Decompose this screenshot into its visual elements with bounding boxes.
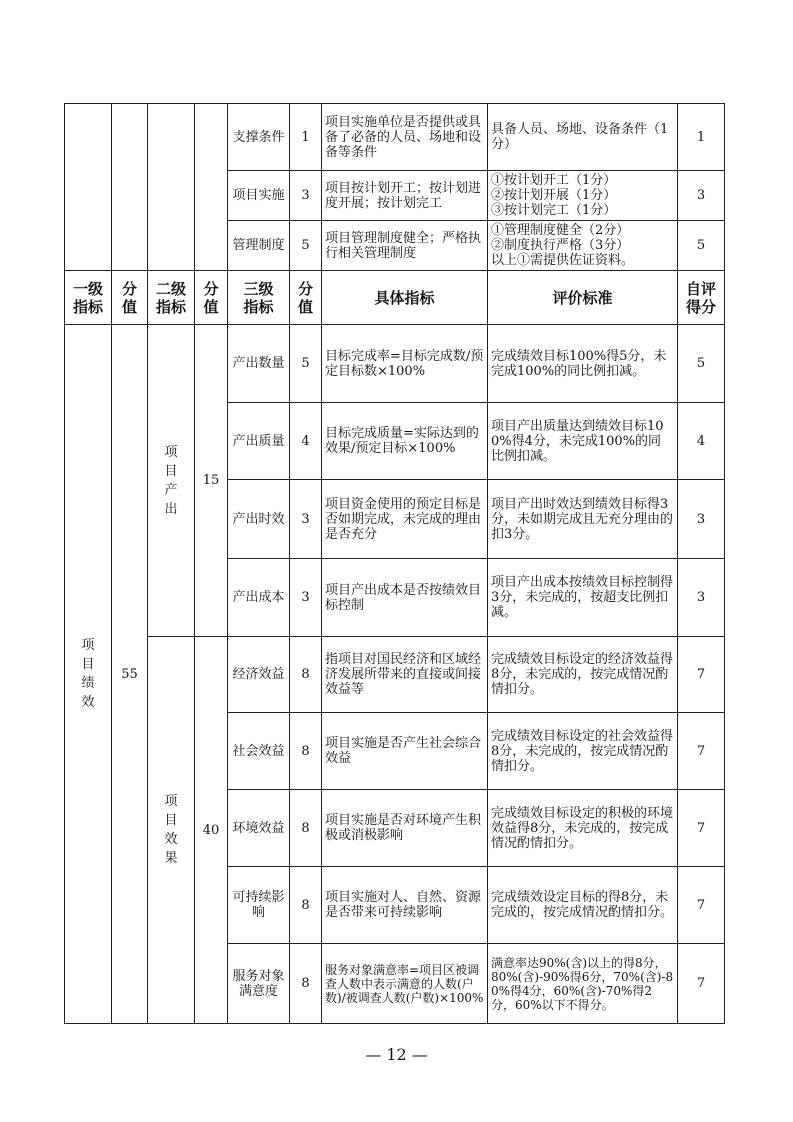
self-score: 5 bbox=[678, 221, 725, 271]
level3-score: 5 bbox=[290, 325, 322, 403]
header-detail: 具体指标 bbox=[322, 271, 488, 325]
level3-indicator: 经济效益 bbox=[228, 637, 290, 713]
level3-score: 8 bbox=[290, 944, 322, 1024]
specific-indicator: 项目实施对人、自然、资源是否带来可持续影响 bbox=[322, 867, 488, 944]
specific-indicator: 项目产出成本是否按绩效目标控制 bbox=[322, 559, 488, 637]
evaluation-criteria: 完成绩效目标100%得5分，未完成100%的同比例扣减。 bbox=[488, 325, 678, 403]
self-score: 5 bbox=[678, 325, 725, 403]
evaluation-criteria: 完成绩效设定目标的得8分，未完成的，按完成情况酌情扣分。 bbox=[488, 867, 678, 944]
blank-cell bbox=[112, 104, 148, 271]
evaluation-criteria: 项目产出时效达到绩效目标得3分，未如期完成且无充分理由的扣3分。 bbox=[488, 480, 678, 559]
level3-score: 4 bbox=[290, 403, 322, 480]
specific-indicator: 项目实施单位是否提供或具备了必备的人员、场地和设备等条件 bbox=[322, 104, 488, 171]
header-score1: 分值 bbox=[112, 271, 148, 325]
level2-indicator: 项目效果 bbox=[148, 637, 195, 1024]
evaluation-criteria: 满意率达90%(含)以上的得8分，80%(含)-90%得6分，70%(含)-80%得4分，60%(含)-70%得2分，60%以下不得分。 bbox=[488, 944, 678, 1024]
specific-indicator: 目标完成质量=实际达到的效果/预定目标×100% bbox=[322, 403, 488, 480]
level3-indicator: 产出质量 bbox=[228, 403, 290, 480]
level1-indicator: 项目绩效 bbox=[65, 325, 112, 1024]
level2-score: 40 bbox=[195, 637, 228, 1024]
self-score: 3 bbox=[678, 559, 725, 637]
self-score: 7 bbox=[678, 867, 725, 944]
level3-score: 5 bbox=[290, 221, 322, 271]
specific-indicator: 项目资金使用的预定目标是否如期完成，未完成的理由是否充分 bbox=[322, 480, 488, 559]
evaluation-criteria: ①按计划开工（1分） ②按计划开展（1分） ③按计划完工（1分） bbox=[488, 171, 678, 221]
specific-indicator: 指项目对国民经济和区域经济发展所带来的直接或间接效益等 bbox=[322, 637, 488, 713]
evaluation-criteria: 项目产出成本按绩效目标控制得3分，未完成的，按超支比例扣减。 bbox=[488, 559, 678, 637]
header-score2: 分值 bbox=[195, 271, 228, 325]
level3-indicator: 可持续影响 bbox=[228, 867, 290, 944]
level3-score: 3 bbox=[290, 559, 322, 637]
level3-indicator: 服务对象满意度 bbox=[228, 944, 290, 1024]
level2-score: 15 bbox=[195, 325, 228, 637]
self-score: 7 bbox=[678, 790, 725, 867]
level1-score: 55 bbox=[112, 325, 148, 1024]
level3-score: 8 bbox=[290, 867, 322, 944]
level3-score: 8 bbox=[290, 790, 322, 867]
self-score: 3 bbox=[678, 171, 725, 221]
header-score3: 分值 bbox=[290, 271, 322, 325]
evaluation-criteria: 项目产出质量达到绩效目标100%得4分，未完成100%的同比例扣减。 bbox=[488, 403, 678, 480]
specific-indicator: 项目管理制度健全；严格执行相关管理制度 bbox=[322, 221, 488, 271]
self-score: 3 bbox=[678, 480, 725, 559]
evaluation-criteria: 完成绩效目标设定的经济效益得8分，未完成的，按完成情况酌情扣分。 bbox=[488, 637, 678, 713]
level3-score: 1 bbox=[290, 104, 322, 171]
evaluation-criteria: 具备人员、场地、设备条件（1分） bbox=[488, 104, 678, 171]
level2-indicator: 项目产出 bbox=[148, 325, 195, 637]
level3-indicator: 产出成本 bbox=[228, 559, 290, 637]
page-number: — 12 — bbox=[365, 1045, 428, 1064]
evaluation-table bbox=[64, 103, 725, 1024]
table-row bbox=[65, 325, 725, 403]
level3-score: 8 bbox=[290, 637, 322, 713]
level3-score: 8 bbox=[290, 713, 322, 790]
blank-cell bbox=[195, 104, 228, 271]
level3-indicator: 项目实施 bbox=[228, 171, 290, 221]
level3-indicator: 管理制度 bbox=[228, 221, 290, 271]
level3-score: 3 bbox=[290, 171, 322, 221]
level3-indicator: 产出数量 bbox=[228, 325, 290, 403]
specific-indicator: 项目实施是否产生社会综合效益 bbox=[322, 713, 488, 790]
level3-indicator: 社会效益 bbox=[228, 713, 290, 790]
header-self-score: 自评得分 bbox=[678, 271, 725, 325]
level3-indicator: 环境效益 bbox=[228, 790, 290, 867]
level3-indicator: 支撑条件 bbox=[228, 104, 290, 171]
self-score: 7 bbox=[678, 944, 725, 1024]
evaluation-criteria: ①管理制度健全（2分） ②制度执行严格（3分） 以上①需提供佐证资料。 bbox=[488, 221, 678, 271]
header-level2: 二级指标 bbox=[148, 271, 195, 325]
header-criteria: 评价标准 bbox=[488, 271, 678, 325]
self-score: 1 bbox=[678, 104, 725, 171]
level3-score: 3 bbox=[290, 480, 322, 559]
table-row bbox=[65, 637, 725, 713]
blank-cell bbox=[148, 104, 195, 271]
blank-cell bbox=[65, 104, 112, 271]
header-level3: 三级指标 bbox=[228, 271, 290, 325]
self-score: 7 bbox=[678, 637, 725, 713]
evaluation-criteria: 完成绩效目标设定的积极的环境效益得8分，未完成的，按完成情况酌情扣分。 bbox=[488, 790, 678, 867]
header-row bbox=[65, 271, 725, 325]
specific-indicator: 目标完成率=目标完成数/预定目标数×100% bbox=[322, 325, 488, 403]
specific-indicator: 项目实施是否对环境产生积极或消极影响 bbox=[322, 790, 488, 867]
specific-indicator: 服务对象满意率=项目区被调查人数中表示满意的人数(户数)/被调查人数(户数)×100% bbox=[322, 944, 488, 1024]
table-row bbox=[65, 104, 725, 171]
specific-indicator: 项目按计划开工；按计划进度开展；按计划完工 bbox=[322, 171, 488, 221]
level3-indicator: 产出时效 bbox=[228, 480, 290, 559]
evaluation-criteria: 完成绩效目标设定的社会效益得8分，未完成的，按完成情况酌情扣分。 bbox=[488, 713, 678, 790]
self-score: 7 bbox=[678, 713, 725, 790]
self-score: 4 bbox=[678, 403, 725, 480]
header-level1: 一级指标 bbox=[65, 271, 112, 325]
